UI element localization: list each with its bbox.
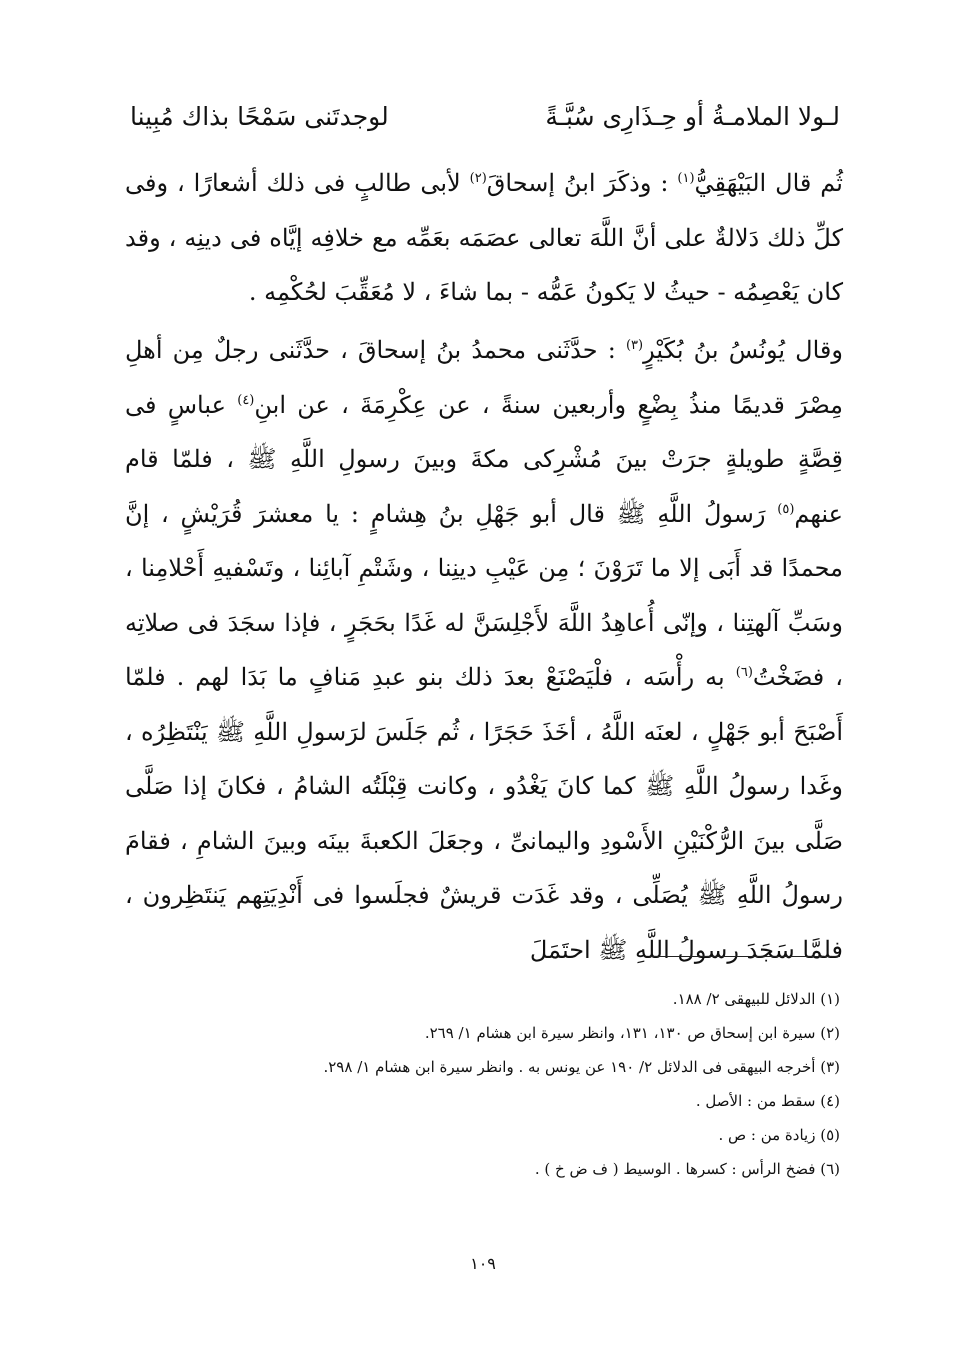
footnote-6: (٦) فضخ الرأس : كسرها . الوسيط ( ف ض خ ) . xyxy=(534,1160,840,1178)
paragraph-text: لأبى طالبٍ فى ذلك أشعارًا ، وفى كلِّ ذلك دَلالةٌ على أنَّ اللَّهَ تعالى عصَمَه بعَمِّه مع خلافِه إيَّاه فى دينِه ، وقد كان يَعْصِمُه - حيثُ لا يَكونُ عَمُّه - بما شاءَ ، لا مُعَقِّبَ لحُكْمِه . xyxy=(125,169,843,306)
paragraph-text: به رأْسَه ، فلْيَصْنَعْ بعدَ ذلك بنو عبدِ مَنافٍ ما بَدَا لهم . فلمّا أَصْبَحَ أبو جَهْلٍ ، لعنَه اللَّهُ ، أخَذَ حَجَرًا ، ثُم جَلَسَ لرَسولِ اللَّهِ ﷺ يَنْتَظِرُه ، وغَدا رسولُ اللَّهِ ﷺ كما كانَ يَغْدُو ، وكانت قِبْلَتُه الشامُ ، فكانَ إذا صَلَّى صَلَّى بينَ الرُّكْنَيْنِ الأَسْودِ واليمانىِّ ، وجعَلَ الكعبةَ بينَه وبينَ الشامِ ، فقامَ رسولُ اللَّهِ ﷺ يُصَلِّى ، وقد غَدَت قريشٌ فجلَسوا فى أَنْدِيَتِهم يَنتَظِرون ، فلمَّا سَجَدَ رسولُ اللَّهِ ﷺ احتَمَلَ xyxy=(125,663,843,964)
paragraph-text: : حدَّثَنى محمدُ بنُ إسحاقَ ، حدَّثَنى رجلٌ مِن أهلِ مِصْرَ قديمًا منذُ بِضْعٍ وأربعين سنةً ، عن عِكْرِمَةَ ، عن ابنِ xyxy=(125,336,843,419)
paragraph-text: ثُم قال البَيْهَقِيُّ xyxy=(694,169,843,197)
footnote-1: (١) الدلائل للبيهقى ٢/ ١٨٨. xyxy=(672,990,840,1008)
footnote-marker-5: (٥) xyxy=(777,501,795,517)
page-number: ١٠٩ xyxy=(470,1254,496,1273)
verse-hemistich-first: لـولا الملامـةُ أو حِـذَارِى سُبَّـةً xyxy=(545,102,840,131)
paragraph-bayhaqi xyxy=(125,156,843,320)
paragraph-text: : وذكَرَ ابنُ إسحاقَ xyxy=(486,169,669,197)
footnote-marker-2: (٢) xyxy=(469,171,487,186)
footnote-marker-1: (١) xyxy=(677,171,695,186)
paragraph-text: رَسولُ اللَّهِ ﷺ قال أبو جَهْلِ بنُ هِشامٍ : يا معشرَ قُرَيْشٍ ، إنَّ محمدًا قد أَبَى إلا ما تَرَوْنَ ؛ مِن عَيْبِ دينِنا ، وشَتْمِ آبائِنا ، وتَسْفيهِ أَحْلامِنا ، وسَبِّ آلهتِنا ، وإنّى أُعاهِدُ اللَّهَ لأَجْلِسَنَّ له غَدًا بحَجَرٍ ، فإذا سجَدَ فى صلاتِه ، فضَخْتُ xyxy=(125,499,843,691)
verse-hemistich-second: لوجدتَنى سَمْحًا بذاك مُبِينا xyxy=(130,102,389,131)
footnote-4: (٤) سقط من : الأصل . xyxy=(695,1092,840,1110)
poetry-verse xyxy=(130,92,840,142)
footnote-marker-6: (٦) xyxy=(735,665,753,680)
footnote-marker-3: (٣) xyxy=(625,338,644,353)
paragraph-yunus xyxy=(125,323,843,977)
footnote-2: (٢) سيرة ابن إسحاق ص ١٣٠، ١٣١، وانظر سيرة ابن هشام ١/ ٢٦٩. xyxy=(424,1024,840,1042)
footnote-5: (٥) زيادة من : ص . xyxy=(718,1126,840,1144)
footnote-3: (٣) أخرجه البيهقى فى الدلائل ٢/ ١٩٠ عن يونس به . وانظر سيرة ابن هشام ١/ ٢٩٨. xyxy=(323,1058,840,1076)
footnote-separator xyxy=(650,956,840,957)
footnote-marker-4: (٤) xyxy=(237,392,255,408)
paragraph-text: وقال يُونُسُ بنُ بُكَيْرٍ xyxy=(643,336,843,364)
paragraph-text: عباسٍ فى قِصَّةٍ طويلةٍ جرَتْ بينَ مُشْرِكى مكةَ وبينَ رسولِ اللَّهِ ﷺ ، فلمّا قام عنهم xyxy=(125,390,843,528)
footnotes xyxy=(125,982,840,1186)
